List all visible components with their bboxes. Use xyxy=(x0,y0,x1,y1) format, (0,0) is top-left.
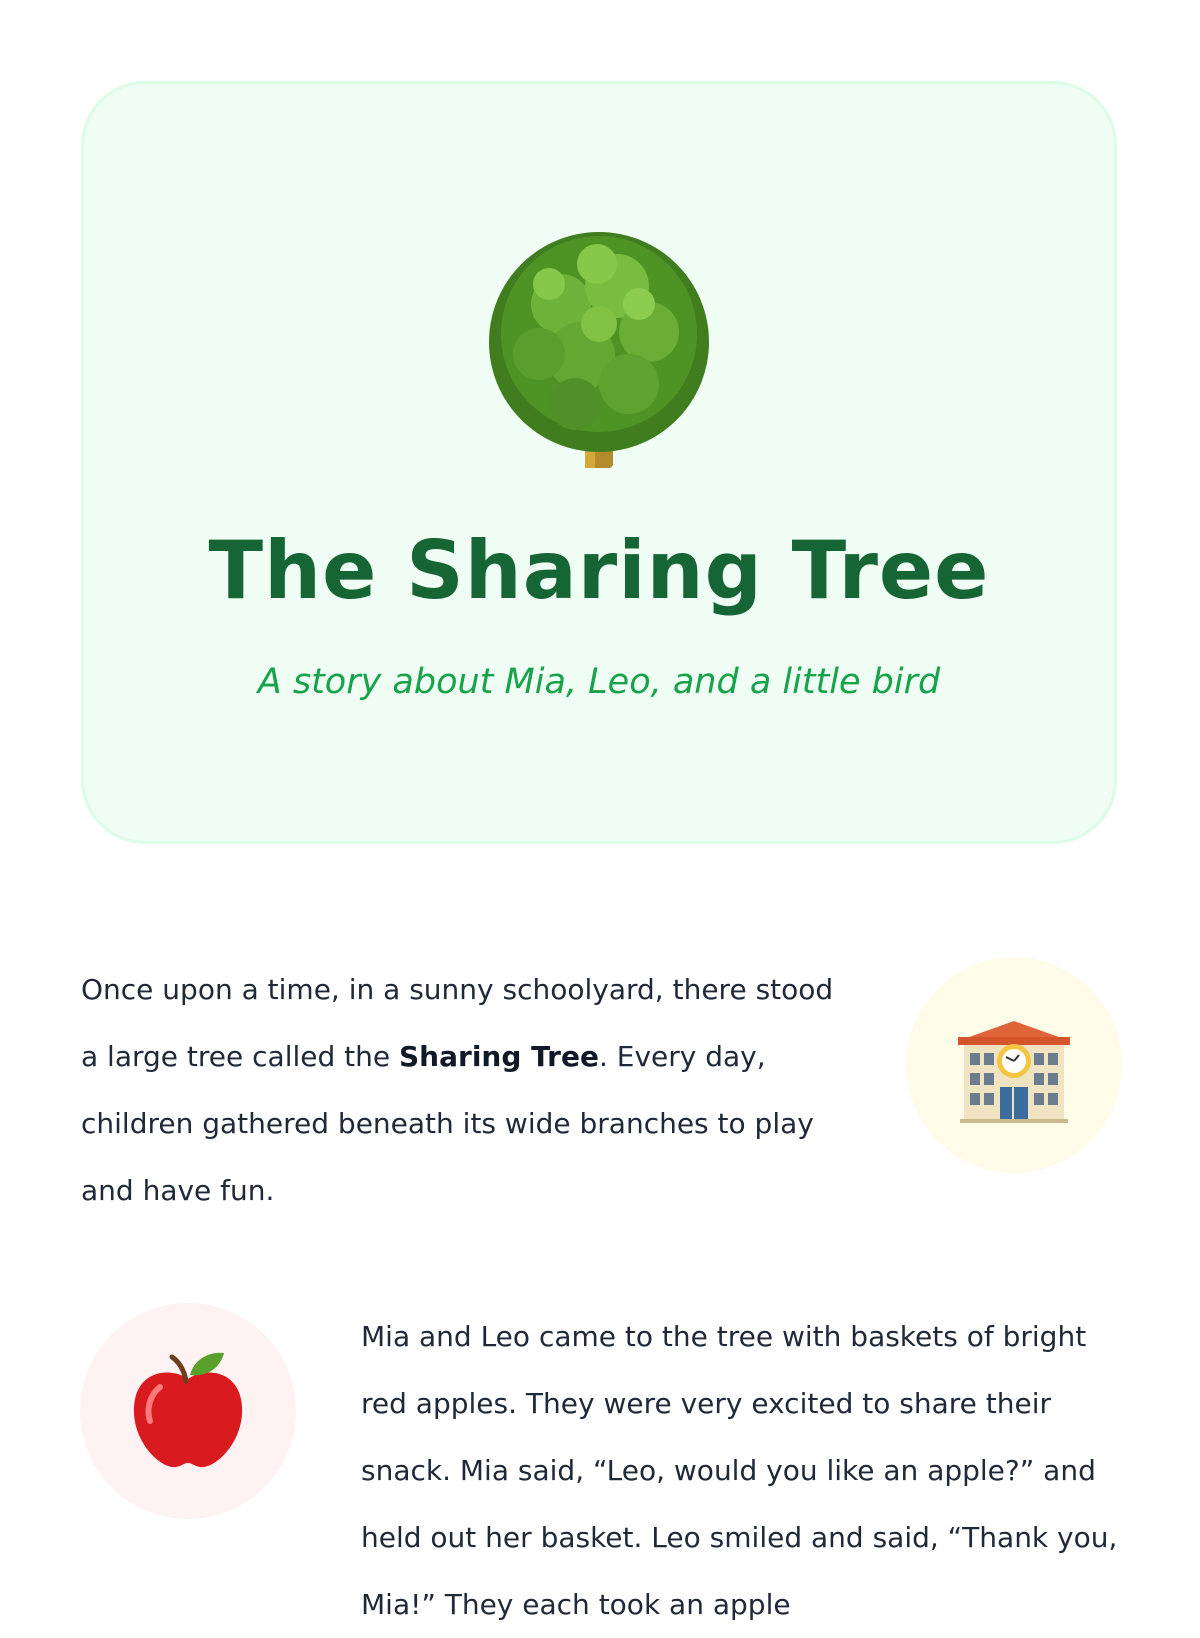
school-badge xyxy=(906,957,1122,1173)
story-paragraph-1 xyxy=(81,956,841,1224)
apple-badge xyxy=(80,1303,296,1519)
page-title: The Sharing Tree xyxy=(208,524,990,617)
hero-card xyxy=(81,81,1117,844)
paragraph-text: . Every day, children gathered beneath its wide branches to play and have fun. xyxy=(81,1040,814,1207)
school-icon xyxy=(906,957,1122,1173)
deciduous-tree-icon xyxy=(479,224,719,484)
story-term-sharing-tree: Sharing Tree xyxy=(399,1040,599,1073)
story-paragraph-2: Mia and Leo came to the tree with baskets of bright red apples. They were very excited to share their snack. Mia said, “Leo, would you like an apple?” and held out her basket. Leo smiled and said, “Thank you, Mia!” They each took an apple xyxy=(361,1320,1118,1621)
apple-icon xyxy=(80,1303,296,1519)
page-subtitle: A story about Mia, Leo, and a little bird xyxy=(257,662,941,702)
paragraph-text: Once upon a time, in a sunny schoolyard, there stood a large tree called the xyxy=(81,973,834,1073)
